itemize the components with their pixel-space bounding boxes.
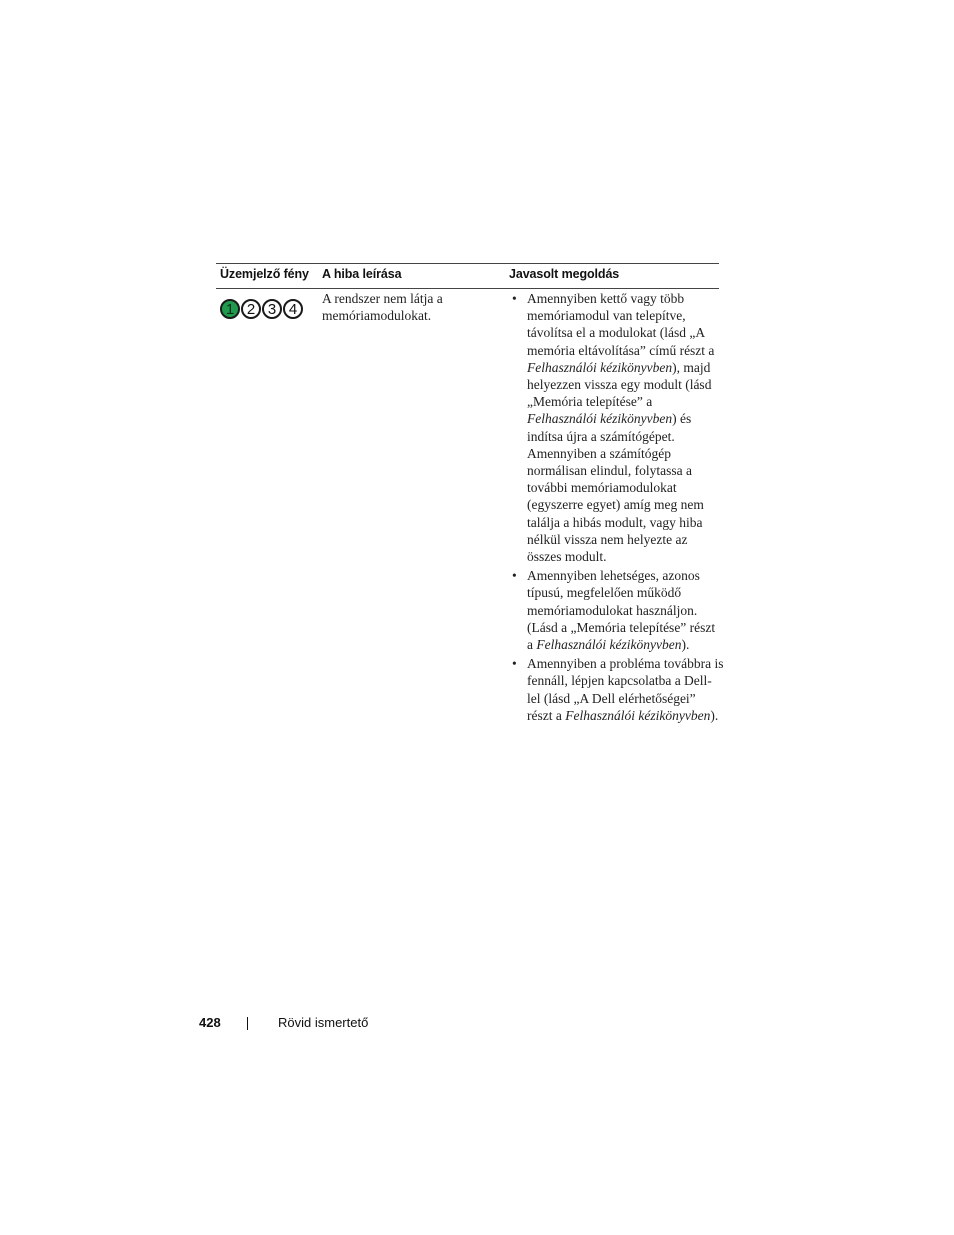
bullet: • [512, 291, 517, 306]
footer-title: Rövid ismertető [278, 1015, 369, 1030]
solution-item [512, 290, 724, 565]
manual-reference: Felhasználói kézikönyvben [527, 411, 673, 427]
solution-item [512, 567, 724, 653]
page-number: 428 [199, 1015, 221, 1030]
solution-text [527, 291, 714, 564]
table-top-rule [216, 263, 719, 264]
solution-run: Amennyiben kettő vagy több memóriamodul van telepítve, távolítsa el a modulokat (lásd „A memória eltávolítása” című részt a [527, 291, 715, 358]
header-suggested-solution: Javasolt megoldás [509, 267, 620, 281]
bullet: • [512, 656, 517, 672]
footer-separator [247, 1017, 248, 1030]
diagnostic-lights [220, 299, 303, 319]
manual-reference: Felhasználói kézikönyvben [536, 637, 682, 653]
solution-text [527, 568, 715, 652]
solution-item [512, 655, 724, 724]
diagnostic-light-1-icon: 1 [220, 299, 240, 319]
diagnostic-light-2-icon: 2 [241, 299, 261, 319]
manual-reference: Felhasználói kézikönyvben [565, 707, 711, 723]
solution-run: Amennyiben lehetséges, azonos típusú, megfelelően működő memóriamodulokat használjon. (Lásd a „Memória telepítése” részt a [527, 568, 716, 653]
solution-run: ). [681, 637, 690, 653]
manual-reference: Felhasználói kézikönyvben [527, 359, 673, 375]
solution-list [512, 290, 724, 726]
diagnostic-light-4-icon: 4 [283, 299, 303, 319]
header-power-light: Üzemjelző fény [220, 267, 309, 281]
solution-run: Amennyiben a probléma továbbra is fennáll, lépjen kapcsolatba a Dell-lel (lásd „A Dell elérhetőségei” részt a [527, 656, 724, 723]
solution-run: ) és indítsa újra a számítógépet. Amennyiben a számítógép normálisan elindul, folytassa a további memóriamodulokat (egyszerre egyet) amíg meg nem találja a hibás modult, vagy hiba nélkül vissza nem helyezte az összes modult. [527, 411, 704, 565]
header-error-description: A hiba leírása [322, 267, 402, 281]
solution-text [527, 656, 723, 723]
bullet: • [512, 568, 517, 584]
solution-run: ), majd helyezzen vissza egy modult (lásd „Memória telepítése” a [527, 359, 712, 410]
error-description: A rendszer nem látja a memóriamodulokat. [322, 291, 443, 324]
diagnostic-light-3-icon: 3 [262, 299, 282, 319]
table-header-rule [216, 288, 719, 289]
solution-run: ). [710, 707, 719, 723]
